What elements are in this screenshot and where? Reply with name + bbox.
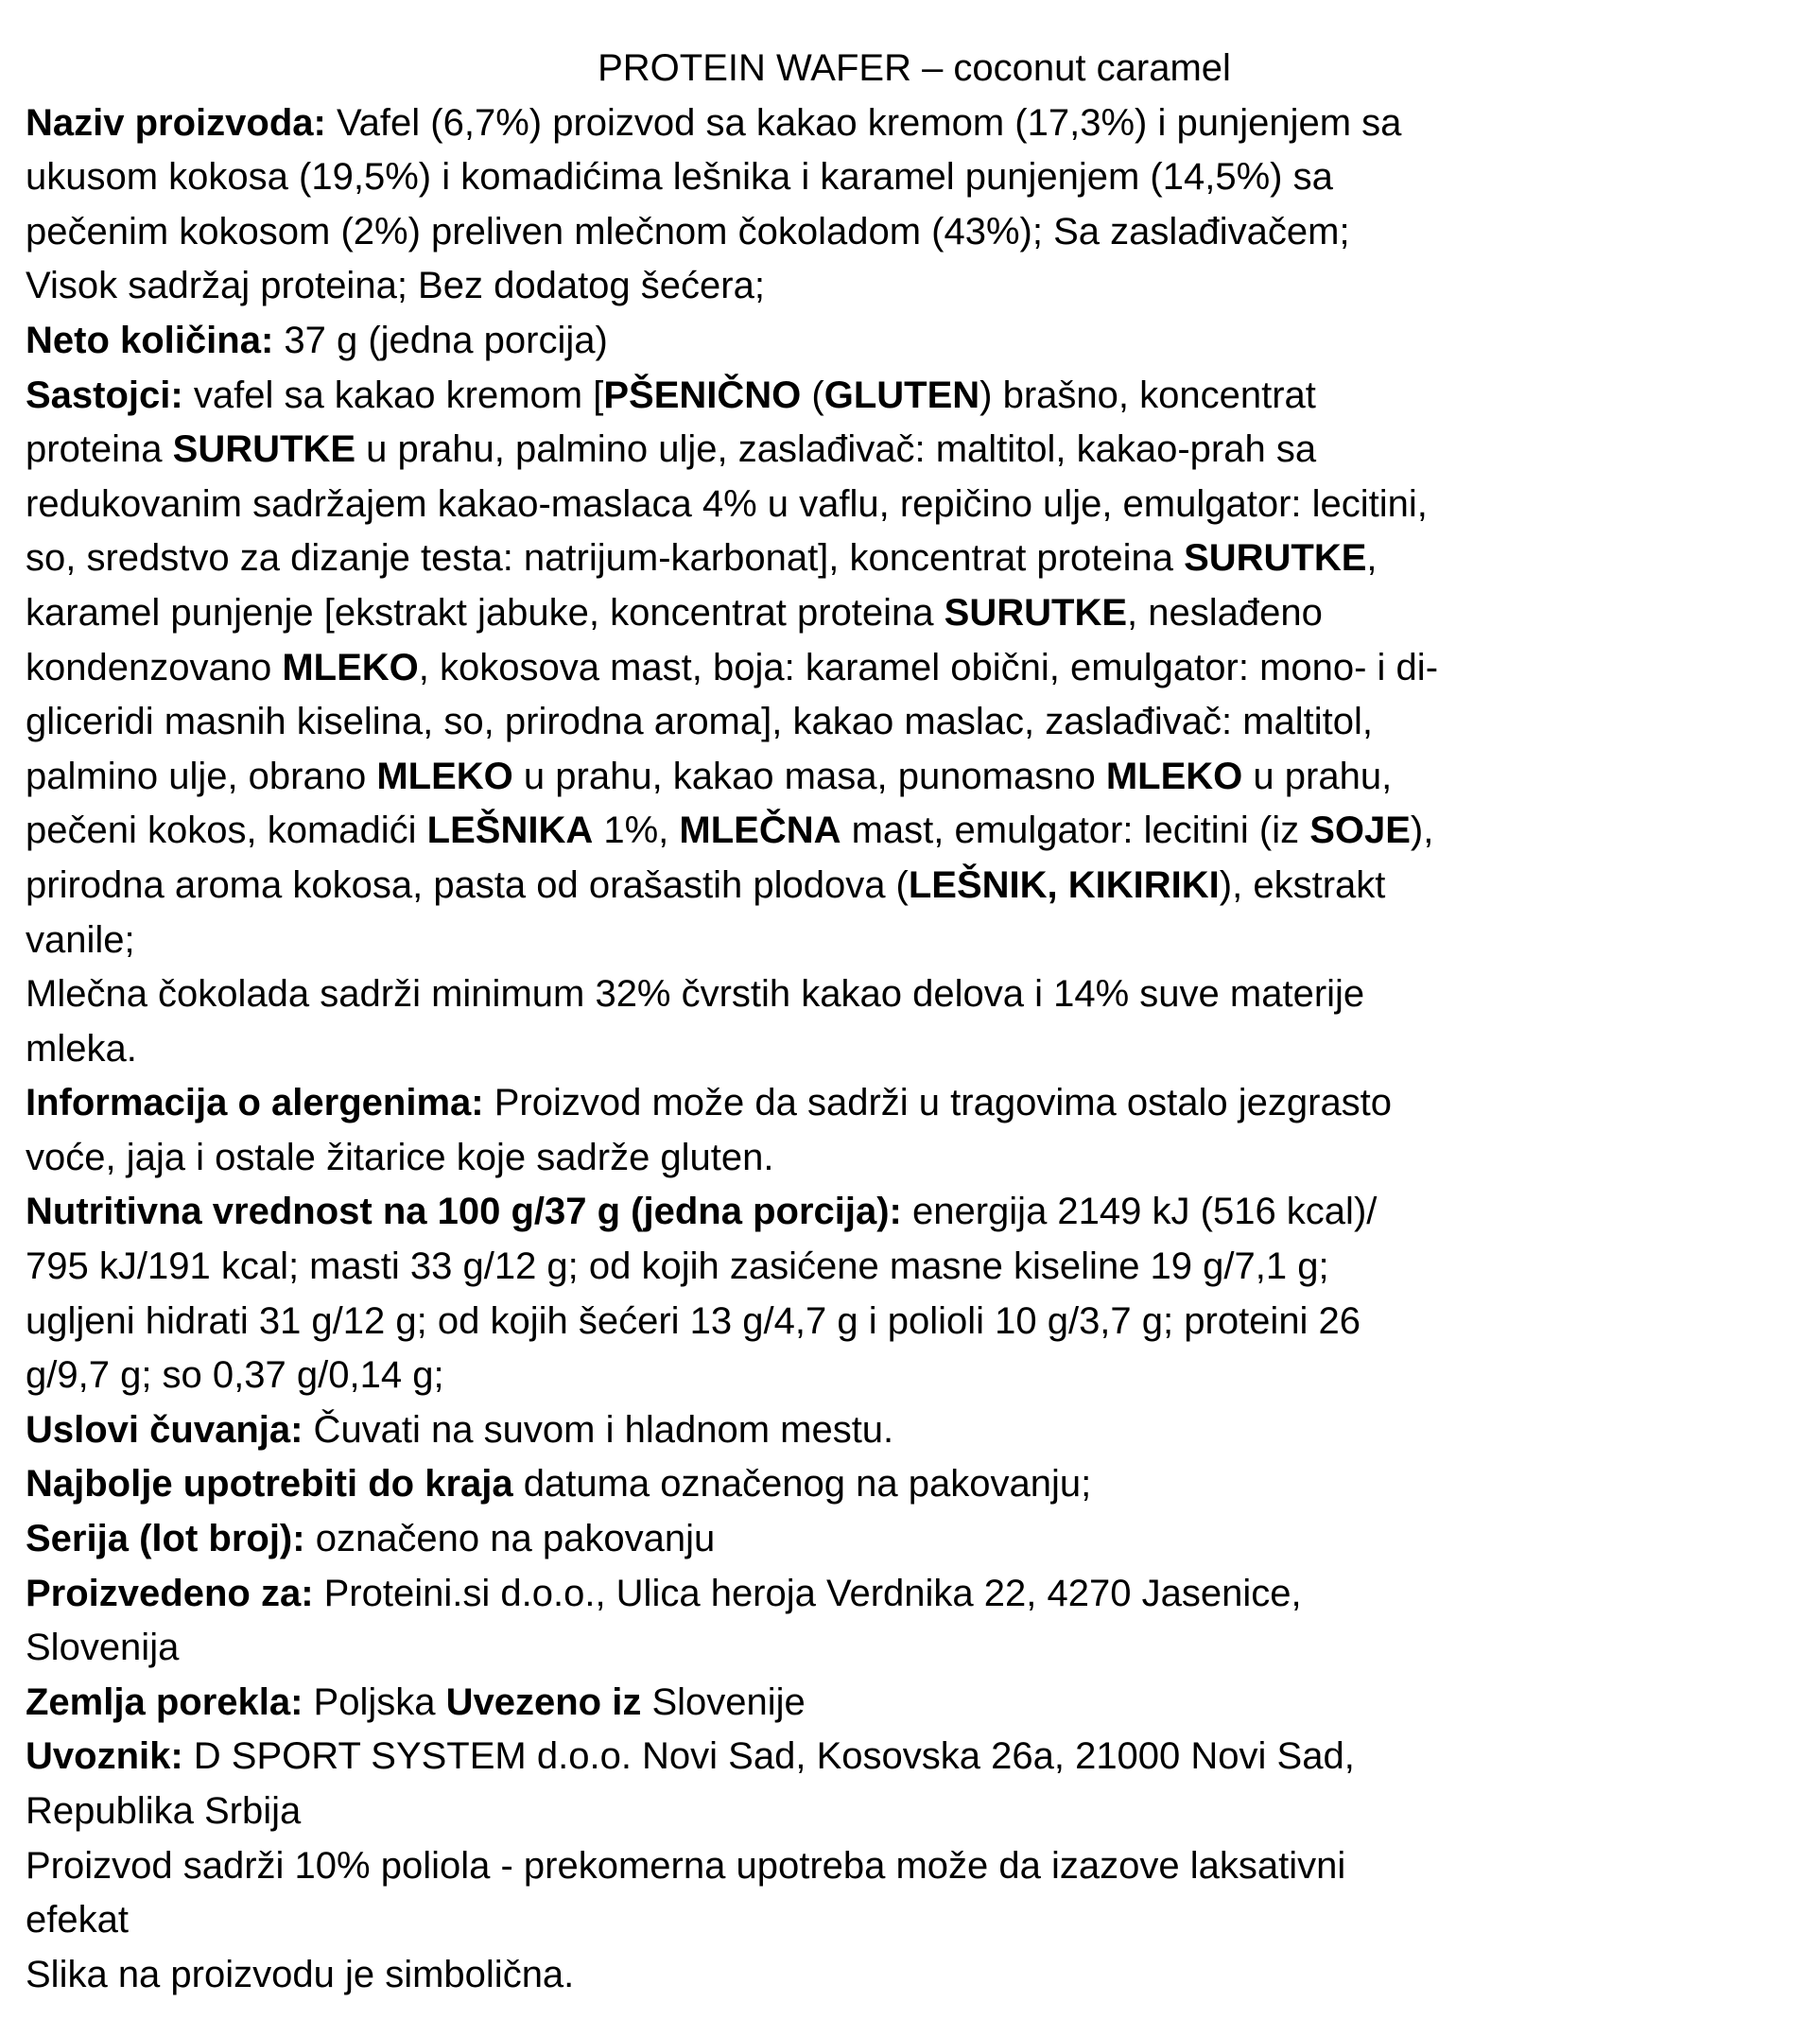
bold-label: Uslovi čuvanja: bbox=[26, 1408, 303, 1451]
text-segment: mast, emulgator: lecitini (iz bbox=[841, 810, 1310, 852]
text-segment: karamel punjenje [ekstrakt jabuke, koncentrat proteina bbox=[26, 591, 945, 634]
text-line bbox=[26, 205, 1803, 260]
text-line bbox=[26, 967, 1803, 1022]
text-line bbox=[26, 150, 1803, 205]
text-segment: Proizvod sadrži 10% poliola - prekomerna upotreba može da izazove laksativni bbox=[26, 1844, 1346, 1887]
bold-label: Zemlja porekla: bbox=[26, 1680, 303, 1723]
bold-label: LEŠNIK, KIKIRIKI bbox=[908, 863, 1220, 906]
text-line bbox=[26, 586, 1803, 641]
text-segment: označeno na pakovanju bbox=[304, 1518, 716, 1560]
text-segment: Poljska bbox=[303, 1680, 446, 1723]
text-line bbox=[26, 1948, 1803, 2003]
text-segment: , neslađeno bbox=[1127, 591, 1323, 634]
text-line bbox=[26, 1567, 1803, 1622]
text-line bbox=[26, 1240, 1803, 1295]
text-line bbox=[26, 1512, 1803, 1567]
text-segment: voće, jaja i ostale žitarice koje sadrže gluten. bbox=[26, 1136, 774, 1178]
bold-label: SOJE bbox=[1309, 810, 1411, 852]
text-segment: proteina bbox=[26, 428, 173, 471]
text-segment: pečenim kokosom (2%) preliven mlečnom čokoladom (43%); Sa zaslađivačem; bbox=[26, 210, 1350, 252]
text-line bbox=[26, 1022, 1803, 1077]
text-segment: vafel sa kakao kremom [ bbox=[182, 374, 604, 416]
text-line bbox=[26, 314, 1803, 369]
bold-label: SURUTKE bbox=[1184, 537, 1367, 580]
text-segment: 37 g (jedna porcija) bbox=[273, 319, 608, 361]
text-segment: Mlečna čokolada sadrži minimum 32% čvrstih kakao delova i 14% suve materije bbox=[26, 973, 1365, 1016]
bold-label: MLEČNA bbox=[679, 810, 841, 852]
text-segment: Čuvati na suvom i hladnom mestu. bbox=[303, 1408, 894, 1451]
bold-label: SURUTKE bbox=[172, 428, 356, 471]
bold-label: Naziv proizvoda: bbox=[26, 101, 326, 144]
text-segment: Slika na proizvodu je simbolična. bbox=[26, 1953, 575, 1995]
text-line bbox=[26, 804, 1803, 859]
text-segment: 795 kJ/191 kcal; masti 33 g/12 g; od kojih zasićene masne kiseline 19 g/7,1 g; bbox=[26, 1245, 1329, 1288]
text-segment: ( bbox=[801, 374, 824, 416]
bold-label: MLEKO bbox=[282, 646, 419, 688]
text-segment: Proizvod može da sadrži u tragovima ostalo jezgrasto bbox=[483, 1082, 1393, 1124]
text-segment: u prahu, bbox=[1242, 755, 1393, 797]
text-segment: ), ekstrakt bbox=[1219, 863, 1386, 906]
bold-label: MLEKO bbox=[1105, 755, 1243, 797]
bold-label: Nutritivna vrednost na 100 g/37 g (jedna porcija): bbox=[26, 1191, 902, 1233]
text-line bbox=[26, 1676, 1803, 1731]
text-line bbox=[26, 859, 1803, 914]
bold-label: MLEKO bbox=[376, 755, 513, 797]
bold-label: GLUTEN bbox=[823, 374, 980, 416]
text-segment: 1%, bbox=[593, 810, 680, 852]
bold-label: PŠENIČNO bbox=[603, 374, 802, 416]
text-line bbox=[26, 259, 1803, 314]
text-segment: vanile; bbox=[26, 918, 135, 961]
text-segment: energija 2149 kJ (516 kcal)/ bbox=[901, 1191, 1378, 1233]
text-line bbox=[26, 1457, 1803, 1512]
text-segment: redukovanim sadržajem kakao-maslaca 4% u vaflu, repičino ulje, emulgator: lecitini, bbox=[26, 482, 1428, 525]
text-segment: prirodna aroma kokosa, pasta od orašastih plodova ( bbox=[26, 863, 909, 906]
text-line bbox=[26, 914, 1803, 968]
bold-label: Uvezeno iz bbox=[445, 1680, 642, 1723]
bold-label: Neto količina: bbox=[26, 319, 274, 361]
text-line bbox=[26, 695, 1803, 750]
text-line bbox=[26, 1295, 1803, 1349]
text-segment: , kokosova mast, boja: karamel obični, emulgator: mono- i di- bbox=[418, 646, 1439, 688]
text-segment: g/9,7 g; so 0,37 g/0,14 g; bbox=[26, 1354, 444, 1397]
text-line bbox=[26, 531, 1803, 586]
bold-label: Serija (lot broj): bbox=[26, 1518, 305, 1560]
text-segment: efekat bbox=[26, 1899, 129, 1941]
bold-label: LEŠNIKA bbox=[426, 810, 594, 852]
text-segment: ugljeni hidrati 31 g/12 g; od kojih šećeri 13 g/4,7 g i polioli 10 g/3,7 g; proteini 26 bbox=[26, 1299, 1361, 1342]
text-segment: Republika Srbija bbox=[26, 1790, 302, 1832]
text-line bbox=[26, 423, 1803, 478]
text-line bbox=[26, 1349, 1803, 1403]
text-line bbox=[26, 1785, 1803, 1839]
text-segment: Visok sadržaj proteina; Bez dodatog šećera; bbox=[26, 265, 765, 307]
text-line bbox=[26, 1839, 1803, 1894]
text-segment: so, sredstvo za dizanje testa: natrijum-karbonat], koncentrat proteina bbox=[26, 537, 1185, 580]
text-segment: Vafel (6,7%) proizvod sa kakao kremom (17,3%) i punjenjem sa bbox=[325, 101, 1402, 144]
text-segment: pečeni kokos, komadići bbox=[26, 810, 427, 852]
text-line bbox=[26, 750, 1803, 805]
text-segment: Slovenija bbox=[26, 1627, 180, 1669]
bold-label: Proizvedeno za: bbox=[26, 1572, 314, 1614]
product-title: PROTEIN WAFER – coconut caramel bbox=[598, 47, 1231, 89]
bold-label: SURUTKE bbox=[944, 591, 1128, 634]
text-line bbox=[26, 369, 1803, 424]
text-line bbox=[26, 1621, 1803, 1676]
bold-label: Sastojci: bbox=[26, 374, 183, 416]
text-segment: datuma označenog na pakovanju; bbox=[512, 1463, 1092, 1506]
text-segment: mleka. bbox=[26, 1027, 137, 1070]
text-segment: palmino ulje, obrano bbox=[26, 755, 377, 797]
bold-label: Informacija o alergenima: bbox=[26, 1082, 484, 1124]
text-segment: Proteini.si d.o.o., Ulica heroja Verdnika 22, 4270 Jasenice, bbox=[313, 1572, 1302, 1614]
text-line bbox=[26, 1131, 1803, 1186]
text-segment: kondenzovano bbox=[26, 646, 283, 688]
text-line bbox=[26, 1730, 1803, 1785]
text-segment: ukusom kokosa (19,5%) i komadićima lešnika i karamel punjenjem (14,5%) sa bbox=[26, 156, 1333, 199]
bold-label: Najbolje upotrebiti do kraja bbox=[26, 1463, 513, 1506]
text-segment: Slovenije bbox=[641, 1680, 806, 1723]
bold-label: Uvoznik: bbox=[26, 1735, 183, 1778]
text-line bbox=[26, 478, 1803, 532]
text-line bbox=[26, 1403, 1803, 1458]
text-line bbox=[26, 1076, 1803, 1131]
declaration-body bbox=[26, 96, 1803, 2003]
text-segment: D SPORT SYSTEM d.o.o. Novi Sad, Kosovska 26a, 21000 Novi Sad, bbox=[182, 1735, 1355, 1778]
text-segment: gliceridi masnih kiselina, so, prirodna aroma], kakao maslac, zaslađivač: maltitol, bbox=[26, 701, 1374, 743]
text-line bbox=[26, 1185, 1803, 1240]
text-segment: ) brašno, koncentrat bbox=[979, 374, 1316, 416]
text-segment: ), bbox=[1410, 810, 1434, 852]
text-segment: u prahu, palmino ulje, zaslađivač: maltitol, kakao-prah sa bbox=[355, 428, 1317, 471]
text-line bbox=[26, 1893, 1803, 1948]
text-line bbox=[26, 96, 1803, 151]
text-line bbox=[26, 641, 1803, 696]
text-segment: , bbox=[1366, 537, 1378, 580]
text-segment: u prahu, kakao masa, punomasno bbox=[512, 755, 1106, 797]
declaration-document bbox=[26, 42, 1803, 2002]
